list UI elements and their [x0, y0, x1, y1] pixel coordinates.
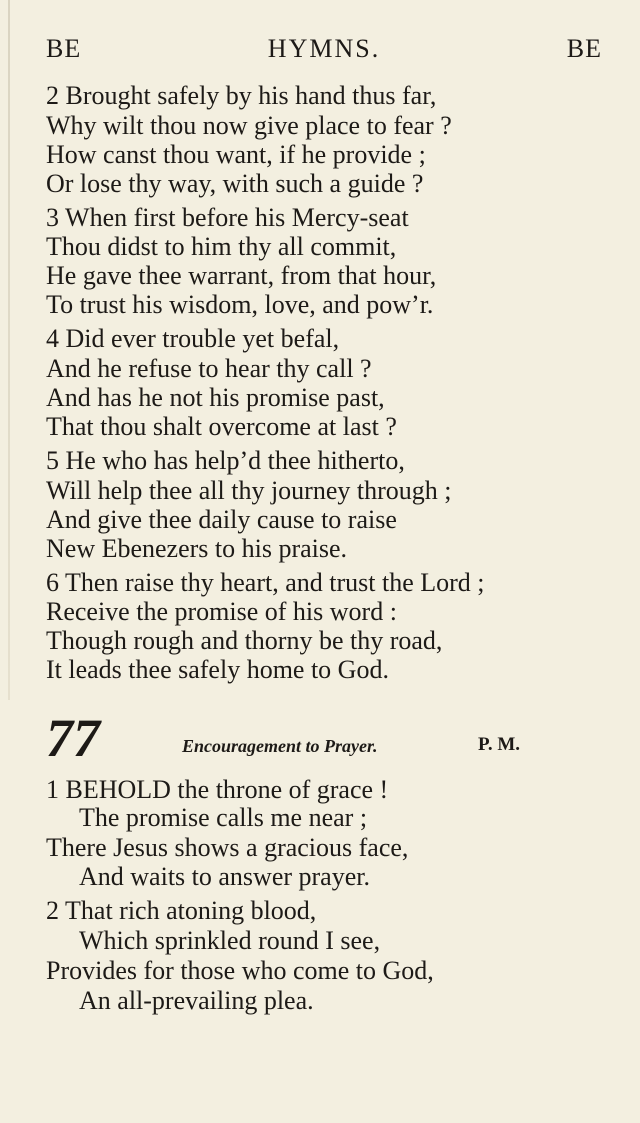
hymn-title: Encouragement to Prayer. [182, 736, 378, 756]
verse-line: An all-prevailing plea. [79, 986, 314, 1015]
verse-line: 3 When first before his Mercy-seat [46, 203, 409, 232]
verse-line: Receive the promise of his word : [46, 597, 397, 626]
verse-line: The promise calls me near ; [79, 803, 368, 832]
verse-line: New Ebenezers to his praise. [46, 534, 348, 563]
verse-line: To trust his wisdom, love, and pow’r. [46, 290, 434, 319]
page-edge-shadow [8, 0, 10, 700]
verse-line: Though rough and thorny be thy road, [46, 626, 443, 655]
verse-line: That thou shalt overcome at last ? [46, 412, 397, 441]
running-header [46, 34, 602, 68]
verse-line: 6 Then raise thy heart, and trust the Lord ; [46, 568, 485, 597]
verse-line: Provides for those who come to God, [46, 956, 434, 985]
verse-line: And waits to answer prayer. [79, 862, 370, 891]
verse-line: Will help thee all thy journey through ; [46, 476, 452, 505]
verse-line: 4 Did ever trouble yet befal, [46, 324, 340, 353]
hymn-heading [46, 708, 606, 768]
verse-line: 1 BEHOLD the throne of grace ! [46, 775, 389, 804]
verse-line: And has he not his promise past, [46, 383, 385, 412]
header-right-catchword: BE [566, 34, 602, 63]
verse-line: There Jesus shows a gracious face, [46, 833, 409, 862]
verse-line: Or lose thy way, with such a guide ? [46, 169, 424, 198]
hymn-meter: P. M. [478, 734, 521, 755]
header-left-catchword: BE [46, 34, 82, 63]
verse-line: He gave thee warrant, from that hour, [46, 261, 437, 290]
verse-line: Which sprinkled round I see, [79, 926, 381, 955]
verse-line: 2 Brought safely by his hand thus far, [46, 81, 437, 110]
verse-line: 5 He who has help’d thee hitherto, [46, 446, 405, 475]
verse-line: It leads thee safely home to God. [46, 655, 389, 684]
header-title: HYMNS. [267, 34, 381, 63]
hymn-number: 77 [46, 708, 100, 768]
verse-line: Thou didst to him thy all commit, [46, 232, 397, 261]
verse-line: And he refuse to hear thy call ? [46, 354, 372, 383]
verse-line: Why wilt thou now give place to fear ? [46, 111, 452, 140]
verse-line: And give thee daily cause to raise [46, 505, 397, 534]
verse-line: How canst thou want, if he provide ; [46, 140, 426, 169]
verse-line: 2 That rich atoning blood, [46, 896, 317, 925]
